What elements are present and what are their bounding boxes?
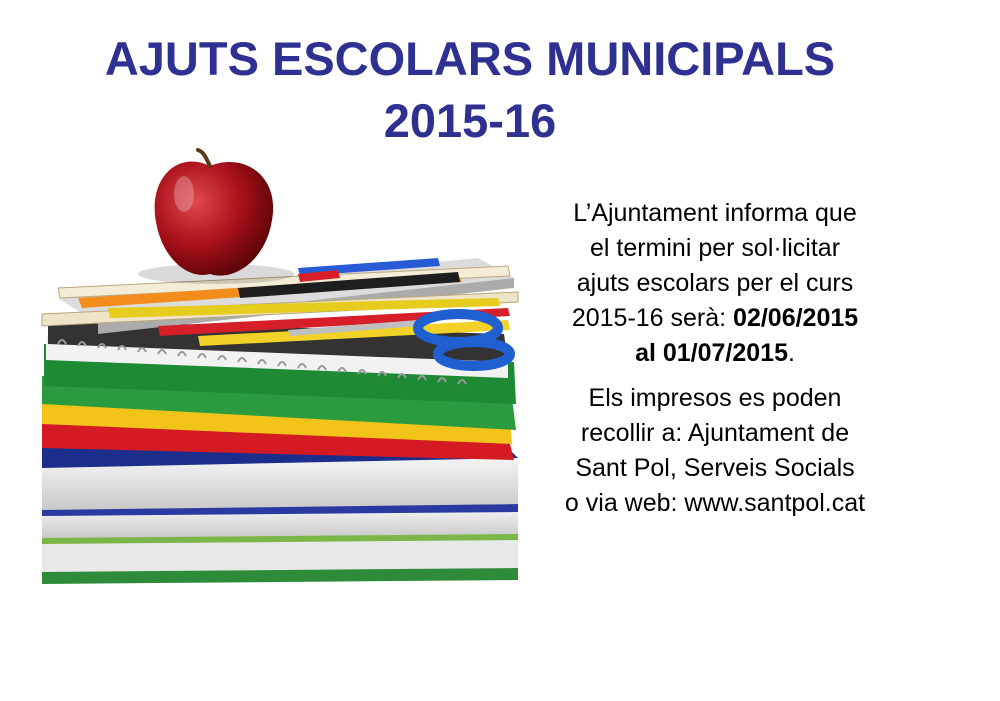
- apple: [138, 150, 294, 284]
- title-line-1: AJUTS ESCOLARS MUNICIPALS: [104, 32, 836, 85]
- deadline-paragraph: [520, 196, 910, 371]
- pickup-line-2: recollir a: Ajuntament de: [580, 419, 850, 447]
- date-start: 02/06/2015: [733, 304, 859, 332]
- date-end: al 01/07/2015: [635, 339, 788, 367]
- deadline-line-2: el termini per sol·licitar: [589, 234, 841, 262]
- pickup-paragraph: [520, 381, 910, 521]
- deadline-line-1: L’Ajuntament informa que: [573, 199, 857, 227]
- deadline-line-3: ajuts escolars per el curs: [576, 269, 854, 297]
- pickup-line-4: o via web: www.santpol.cat: [564, 489, 866, 517]
- page-title: [0, 28, 940, 152]
- title-line-2: 2015-16: [383, 94, 557, 147]
- pickup-line-3: Sant Pol, Serveis Socials: [575, 454, 855, 482]
- deadline-line-4: 2015-16 serà:: [571, 304, 734, 332]
- period: .: [787, 339, 795, 367]
- school-supplies-illustration: [38, 148, 522, 588]
- pickup-line-1: Els impresos es poden: [588, 384, 842, 412]
- info-text: [520, 196, 910, 531]
